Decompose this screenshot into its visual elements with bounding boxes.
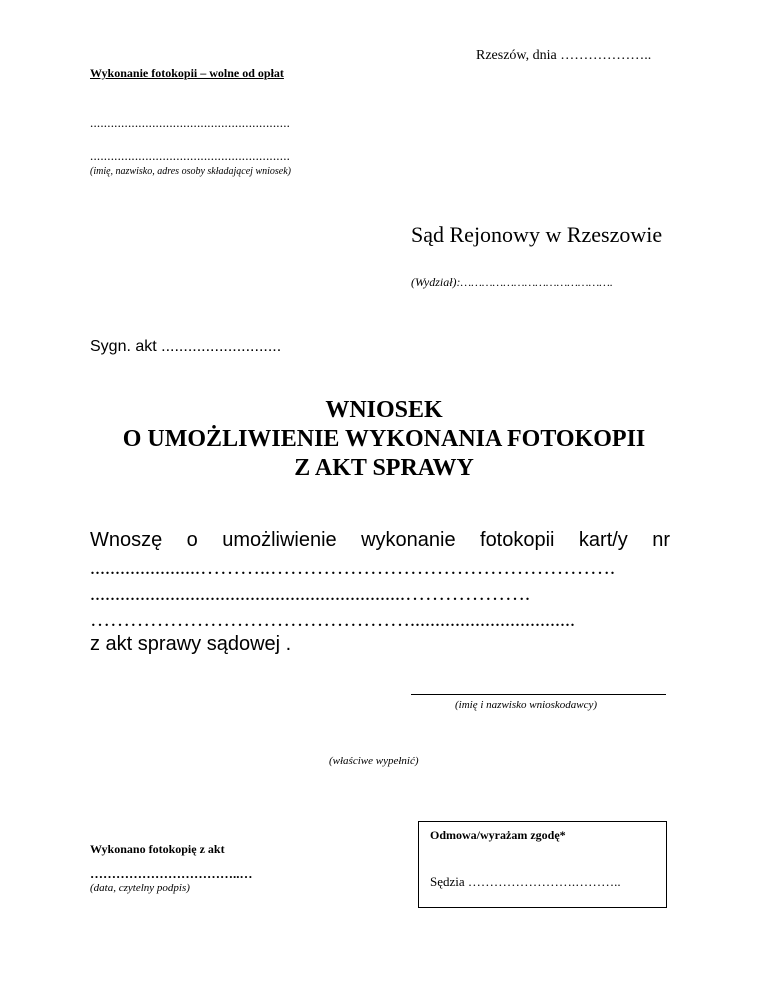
place-date-field[interactable]: Rzeszów, dnia ……………….. — [476, 48, 652, 63]
free-of-charge-note: Wykonanie fotokopii – wolne od opłat — [90, 66, 284, 80]
applicant-caption: (imię, nazwisko, adres osoby składającej wniosek) — [90, 166, 291, 177]
card-numbers-field-1[interactable]: ......................………..……………………………………………. — [90, 557, 615, 579]
request-text-line-1: Wnoszę o umożliwienie wykonanie fotokopii kart/y nr — [90, 529, 670, 551]
decision-label: Odmowa/wyrażam zgodę* — [430, 828, 566, 842]
copy-caption: (data, czytelny podpis) — [90, 882, 190, 894]
judge-signature-field[interactable]: Sędzia …………………….……….. — [430, 874, 621, 889]
copy-made-label: Wykonano fotokopię z akt — [90, 842, 225, 856]
document-title-line-3: Z AKT SPRAWY — [294, 455, 474, 481]
court-name: Sąd Rejonowy w Rzeszowie — [411, 222, 663, 247]
judge-decision-box — [418, 821, 667, 908]
card-numbers-field-3[interactable]: …………………………………………................................. — [90, 609, 575, 631]
copy-date-signature-field[interactable]: ……………………………..… — [90, 866, 253, 881]
card-numbers-field-2[interactable]: ...............................................................………………. — [90, 583, 530, 605]
applicant-line-2[interactable]: .......................................................... — [90, 148, 291, 163]
document-title-line-2: O UMOŻLIWIENIE WYKONANIA FOTOKOPII — [122, 426, 646, 452]
applicant-signature-line[interactable] — [411, 694, 666, 695]
division-field[interactable]: (Wydział):……………………………………. — [411, 275, 613, 289]
fill-note: (właściwe wypełnić) — [329, 755, 419, 767]
signature-caption: (imię i nazwisko wnioskodawcy) — [455, 699, 598, 711]
document-title: WNIOSEK — [325, 397, 443, 423]
case-signature-field[interactable]: Sygn. akt ........................... — [90, 338, 282, 355]
applicant-line-1[interactable]: .......................................................... — [90, 115, 291, 130]
request-text-line-5: z akt sprawy sądowej . — [90, 633, 292, 655]
